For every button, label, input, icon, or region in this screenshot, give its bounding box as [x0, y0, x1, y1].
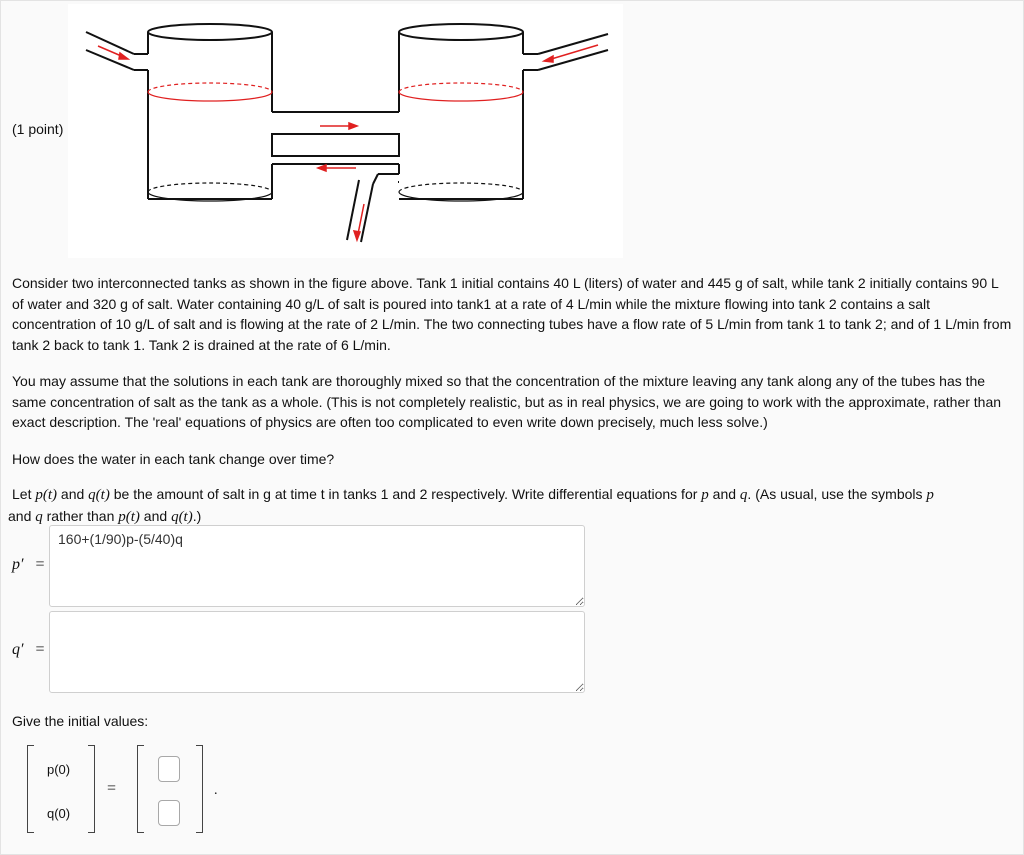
right-vector-bracket-open [137, 745, 144, 833]
inflow-pipe-right [523, 34, 608, 70]
arrow-tank2-to-tank1-head [318, 165, 326, 171]
q-prime-equals: = [35, 641, 45, 658]
instruction-and-4: and [139, 507, 172, 524]
tank-2-top-rim-front [399, 32, 523, 40]
left-vector-bracket-close [88, 745, 95, 833]
vector-period: . [214, 783, 218, 798]
right-vector-bracket-close [196, 745, 203, 833]
arrow-inflow-right [548, 45, 598, 60]
water-level-front-right [399, 92, 523, 101]
middle-tube [272, 134, 399, 156]
p-prime-answer-input[interactable] [49, 525, 585, 607]
q0-label: q(0) [47, 806, 71, 821]
tank-2-top-rim [399, 24, 523, 32]
p-prime-label [12, 556, 45, 574]
q0-answer-input[interactable] [158, 800, 180, 826]
math-q-2: q [35, 508, 43, 525]
arrow-inflow-left-head [119, 53, 128, 59]
water-level-lower [148, 183, 523, 192]
arrow-inflow-right-head [544, 56, 553, 62]
math-q-of-t-2: q(t) [171, 508, 193, 525]
math-q: q [739, 487, 748, 503]
p0-label: p(0) [47, 762, 71, 777]
point-value: (1 point) [12, 121, 64, 137]
tank-diagram-svg [68, 4, 623, 258]
problem-intro: Consider two interconnected tanks as shown in the figure above. Tank 1 initial contains 40 L (liters) of water and 445 g of salt, while tank 2 initially contains 90 L of water and 320 g of salt. Water containing 40 g/L of salt is poured into tank1 at a rate of 4 L/min while the mixture flowing into tank 2 contains a salt concentration of 10 g/L of salt and is flowing at the rate of 2 L/min. The two connecting tubes have a flow rate of 5 L/min from tank 1 to tank 2; and of 1 L/min from tank 2 back to tank 1. Tank 2 is drained at the rate of 6 L/min. [12, 275, 1012, 353]
instruction-middle: be the amount of salt in g at time t in tanks 1 and 2 respectively. Write differential equations for [109, 486, 702, 502]
initial-values-prompt: Give the initial values: [12, 713, 149, 729]
instruction-tail: . (As usual, use the symbols [747, 486, 927, 502]
arrow-tank1-to-tank2-head [349, 123, 357, 129]
tank-1 [148, 24, 272, 199]
connecting-tubes [272, 112, 399, 164]
left-vector-bracket-open [27, 745, 34, 833]
p-prime-symbol: p′ [12, 556, 24, 573]
arrow-drain-head [354, 231, 360, 240]
instruction-and-3: and [8, 507, 36, 524]
math-p-of-t-2: p(t) [118, 508, 140, 525]
tank-2 [399, 24, 523, 199]
instruction-and: and [57, 486, 89, 502]
vector-equals: = [107, 780, 117, 797]
p-prime-equals: = [35, 556, 45, 573]
tank-1-top-rim [148, 24, 272, 32]
instruction-rather-than: rather than [42, 507, 119, 524]
instruction-let: Let [12, 486, 36, 502]
q-prime-label [12, 641, 45, 659]
instruction-text [8, 484, 1012, 527]
math-p: p [701, 487, 709, 503]
tank-1-top-rim-front [148, 32, 272, 40]
inflow-pipe-left [86, 32, 148, 70]
math-p-of-t: p(t) [35, 487, 58, 503]
tank-diagram [68, 4, 623, 258]
q-prime-symbol: q′ [12, 641, 24, 658]
water-level-upper [148, 83, 523, 92]
assumption-text: You may assume that the solutions in each tank are thoroughly mixed so that the concentration of the mixture leaving any tank along any of the tubes has the same concentration of salt as the tank as a whole. (This is not completely realistic, but as in real physics, we are going to work with the approximate, rather than exact description. The 'real' equations of physics are often too complicated to even write down precisely, much less solve.) [12, 373, 1002, 430]
p0-answer-input[interactable] [158, 756, 180, 782]
math-q-of-t: q(t) [88, 487, 110, 503]
water-level-front-left [148, 92, 272, 101]
instruction-and-2: and [708, 486, 740, 502]
question-text: How does the water in each tank change over time? [12, 451, 335, 467]
math-p-2: p [926, 487, 934, 503]
instruction-end: .) [192, 507, 202, 524]
q-prime-answer-input[interactable] [49, 611, 585, 693]
